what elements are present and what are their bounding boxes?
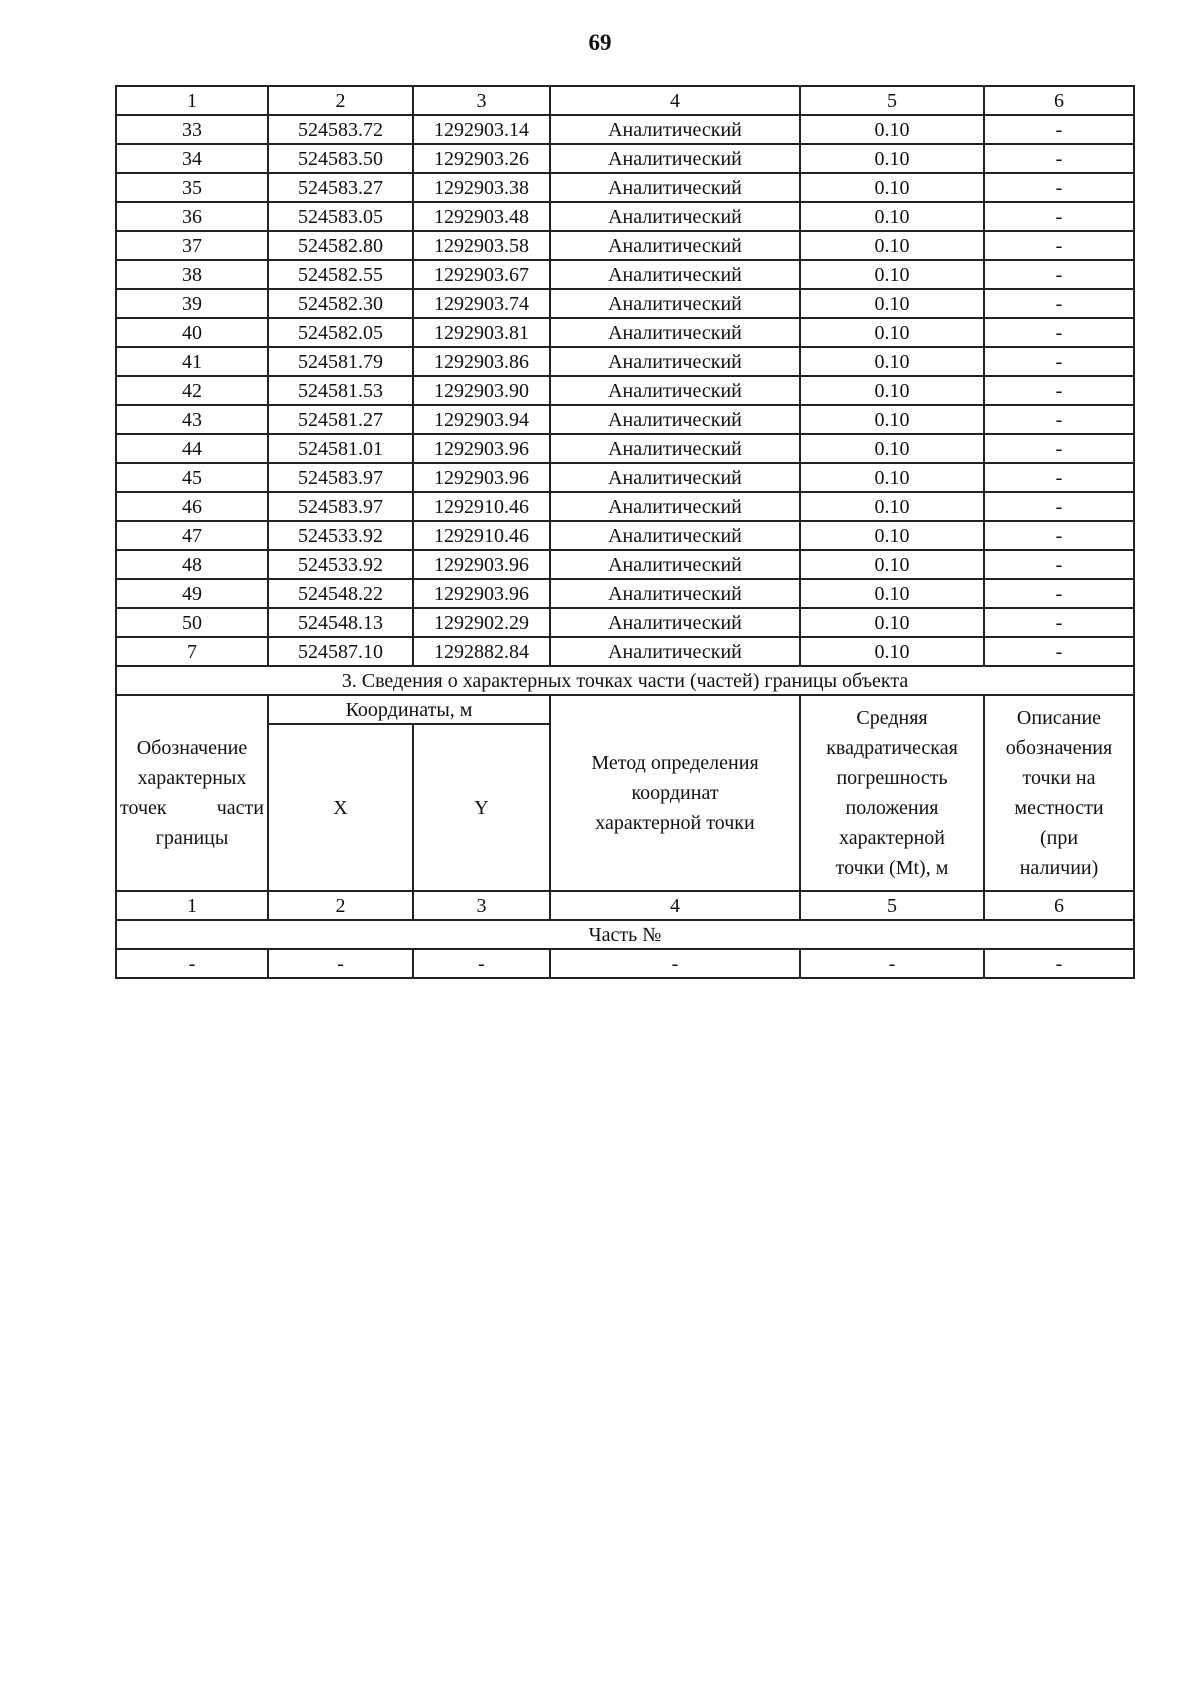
method-cell: Аналитический — [550, 318, 800, 347]
x-coordinate-cell: 524582.30 — [268, 289, 413, 318]
empty-cell: - — [800, 949, 984, 978]
description-cell: - — [984, 608, 1134, 637]
error-cell: 0.10 — [800, 579, 984, 608]
method-cell: Аналитический — [550, 579, 800, 608]
x-coordinate-cell: 524587.10 — [268, 637, 413, 666]
x-coordinate-cell: 524548.13 — [268, 608, 413, 637]
y-coordinate-cell: 1292902.29 — [413, 608, 550, 637]
description-cell: - — [984, 144, 1134, 173]
header-line: (при — [1039, 827, 1079, 849]
method-cell: Аналитический — [550, 347, 800, 376]
description-cell: - — [984, 173, 1134, 202]
header-line: точки (Mt), м — [835, 857, 949, 879]
y-coordinate-cell: 1292882.84 — [413, 637, 550, 666]
point-number-cell: 43 — [116, 405, 268, 434]
y-coordinate-cell: 1292903.86 — [413, 347, 550, 376]
section3-column-number-row — [116, 891, 1134, 920]
part-label-row — [116, 920, 1134, 949]
point-number-cell: 37 — [116, 231, 268, 260]
page-number: 69 — [588, 30, 612, 55]
header-x: X — [268, 724, 413, 891]
header-line: обозначения — [1005, 737, 1113, 759]
error-cell: 0.10 — [800, 231, 984, 260]
x-coordinate-cell: 524581.01 — [268, 434, 413, 463]
x-coordinate-cell: 524583.97 — [268, 463, 413, 492]
method-cell: Аналитический — [550, 405, 800, 434]
x-coordinate-cell: 524582.55 — [268, 260, 413, 289]
header-line: местности — [1014, 797, 1104, 819]
point-number-cell: 39 — [116, 289, 268, 318]
header-line: квадратическая — [826, 737, 958, 759]
method-cell: Аналитический — [550, 231, 800, 260]
section3-title: 3. Сведения о характерных точках части (частей) границы объекта — [116, 666, 1134, 695]
x-coordinate-cell: 524581.27 — [268, 405, 413, 434]
x-coordinate-cell: 524583.27 — [268, 173, 413, 202]
error-cell: 0.10 — [800, 608, 984, 637]
error-cell: 0.10 — [800, 405, 984, 434]
method-cell: Аналитический — [550, 173, 800, 202]
y-coordinate-cell: 1292903.67 — [413, 260, 550, 289]
table-row — [116, 521, 1134, 550]
header-point-description — [984, 695, 1134, 891]
header-point-designation — [116, 695, 268, 891]
header-line: характерной — [839, 827, 945, 849]
header-mean-square-error — [800, 695, 984, 891]
description-cell: - — [984, 318, 1134, 347]
table-row — [116, 347, 1134, 376]
table-row — [116, 550, 1134, 579]
table-row — [116, 637, 1134, 666]
error-cell: 0.10 — [800, 289, 984, 318]
x-coordinate-cell: 524533.92 — [268, 550, 413, 579]
header-line: погрешность — [836, 767, 948, 789]
table-row — [116, 202, 1134, 231]
coordinates-table-body — [116, 86, 1134, 666]
x-coordinate-cell: 524582.80 — [268, 231, 413, 260]
point-number-cell: 42 — [116, 376, 268, 405]
y-coordinate-cell: 1292903.26 — [413, 144, 550, 173]
description-cell: - — [984, 463, 1134, 492]
header-line: Обозначение — [136, 737, 248, 759]
description-cell: - — [984, 405, 1134, 434]
column-number: 5 — [800, 891, 984, 920]
header-line: наличии) — [1019, 857, 1099, 879]
method-cell: Аналитический — [550, 521, 800, 550]
header-line: Средняя — [856, 707, 928, 729]
column-number-row — [116, 86, 1134, 115]
x-coordinate-cell: 524581.53 — [268, 376, 413, 405]
table-row — [116, 318, 1134, 347]
table-row — [116, 434, 1134, 463]
x-coordinate-cell: 524583.50 — [268, 144, 413, 173]
y-coordinate-cell: 1292903.96 — [413, 579, 550, 608]
part-label: Часть № — [116, 920, 1134, 949]
column-number: 6 — [984, 891, 1134, 920]
header-line: точек части — [120, 797, 264, 819]
column-number: 4 — [550, 891, 800, 920]
section3-title-row — [116, 666, 1134, 695]
y-coordinate-cell: 1292903.96 — [413, 463, 550, 492]
header-line: точки на — [1022, 767, 1096, 789]
point-number-cell: 33 — [116, 115, 268, 144]
error-cell: 0.10 — [800, 144, 984, 173]
point-number-cell: 45 — [116, 463, 268, 492]
description-cell: - — [984, 579, 1134, 608]
x-coordinate-cell: 524581.79 — [268, 347, 413, 376]
x-coordinate-cell: 524583.97 — [268, 492, 413, 521]
description-cell: - — [984, 521, 1134, 550]
method-cell: Аналитический — [550, 289, 800, 318]
description-cell: - — [984, 376, 1134, 405]
empty-cell: - — [984, 949, 1134, 978]
method-cell: Аналитический — [550, 144, 800, 173]
header-line: характерной точки — [595, 812, 755, 834]
y-coordinate-cell: 1292910.46 — [413, 492, 550, 521]
point-number-cell: 38 — [116, 260, 268, 289]
x-coordinate-cell: 524582.05 — [268, 318, 413, 347]
table-row — [116, 405, 1134, 434]
method-cell: Аналитический — [550, 115, 800, 144]
error-cell: 0.10 — [800, 318, 984, 347]
coordinates-table — [115, 85, 1135, 979]
error-cell: 0.10 — [800, 492, 984, 521]
error-cell: 0.10 — [800, 347, 984, 376]
column-number: 1 — [116, 891, 268, 920]
point-number-cell: 47 — [116, 521, 268, 550]
header-line: границы — [155, 827, 229, 849]
table-row — [116, 260, 1134, 289]
error-cell: 0.10 — [800, 115, 984, 144]
header-y: Y — [413, 724, 550, 891]
description-cell: - — [984, 260, 1134, 289]
table-row — [116, 376, 1134, 405]
y-coordinate-cell: 1292903.90 — [413, 376, 550, 405]
table-row — [116, 144, 1134, 173]
empty-cell: - — [116, 949, 268, 978]
error-cell: 0.10 — [800, 463, 984, 492]
method-cell: Аналитический — [550, 608, 800, 637]
y-coordinate-cell: 1292903.96 — [413, 434, 550, 463]
point-number-cell: 48 — [116, 550, 268, 579]
header-line: характерных — [137, 767, 247, 789]
y-coordinate-cell: 1292903.81 — [413, 318, 550, 347]
section3-header-row — [116, 695, 1134, 724]
method-cell: Аналитический — [550, 550, 800, 579]
header-line: положения — [845, 797, 939, 819]
error-cell: 0.10 — [800, 434, 984, 463]
table-row — [116, 231, 1134, 260]
y-coordinate-cell: 1292910.46 — [413, 521, 550, 550]
table-row — [116, 115, 1134, 144]
table-row — [116, 289, 1134, 318]
column-number: 3 — [413, 86, 550, 115]
point-number-cell: 34 — [116, 144, 268, 173]
y-coordinate-cell: 1292903.38 — [413, 173, 550, 202]
error-cell: 0.10 — [800, 637, 984, 666]
header-line: Метод определения — [591, 752, 759, 774]
method-cell: Аналитический — [550, 492, 800, 521]
description-cell: - — [984, 637, 1134, 666]
x-coordinate-cell: 524533.92 — [268, 521, 413, 550]
column-number: 6 — [984, 86, 1134, 115]
point-number-cell: 35 — [116, 173, 268, 202]
description-cell: - — [984, 115, 1134, 144]
error-cell: 0.10 — [800, 173, 984, 202]
point-number-cell: 49 — [116, 579, 268, 608]
y-coordinate-cell: 1292903.48 — [413, 202, 550, 231]
y-coordinate-cell: 1292903.14 — [413, 115, 550, 144]
point-number-cell: 46 — [116, 492, 268, 521]
table-row — [116, 173, 1134, 202]
section3-block — [116, 666, 1134, 978]
error-cell: 0.10 — [800, 376, 984, 405]
column-number: 3 — [413, 891, 550, 920]
description-cell: - — [984, 202, 1134, 231]
description-cell: - — [984, 231, 1134, 260]
column-number: 1 — [116, 86, 268, 115]
x-coordinate-cell: 524583.05 — [268, 202, 413, 231]
y-coordinate-cell: 1292903.96 — [413, 550, 550, 579]
column-number: 2 — [268, 86, 413, 115]
header-method — [550, 695, 800, 891]
point-number-cell: 50 — [116, 608, 268, 637]
header-line: координат — [631, 782, 719, 804]
method-cell: Аналитический — [550, 202, 800, 231]
error-cell: 0.10 — [800, 521, 984, 550]
table-row — [116, 492, 1134, 521]
empty-cell: - — [550, 949, 800, 978]
y-coordinate-cell: 1292903.94 — [413, 405, 550, 434]
description-cell: - — [984, 289, 1134, 318]
point-number-cell: 41 — [116, 347, 268, 376]
header-line: Описание — [1016, 707, 1102, 729]
method-cell: Аналитический — [550, 637, 800, 666]
point-number-cell: 40 — [116, 318, 268, 347]
empty-cell: - — [413, 949, 550, 978]
table-row — [116, 579, 1134, 608]
column-number: 2 — [268, 891, 413, 920]
point-number-cell: 7 — [116, 637, 268, 666]
description-cell: - — [984, 550, 1134, 579]
table-row — [116, 608, 1134, 637]
point-number-cell: 44 — [116, 434, 268, 463]
error-cell: 0.10 — [800, 550, 984, 579]
column-number: 5 — [800, 86, 984, 115]
method-cell: Аналитический — [550, 463, 800, 492]
table-row — [116, 463, 1134, 492]
header-coordinates: Координаты, м — [268, 695, 550, 724]
method-cell: Аналитический — [550, 434, 800, 463]
point-number-cell: 36 — [116, 202, 268, 231]
part-empty-row — [116, 949, 1134, 978]
description-cell: - — [984, 434, 1134, 463]
error-cell: 0.10 — [800, 260, 984, 289]
description-cell: - — [984, 492, 1134, 521]
error-cell: 0.10 — [800, 202, 984, 231]
method-cell: Аналитический — [550, 376, 800, 405]
column-number: 4 — [550, 86, 800, 115]
x-coordinate-cell: 524583.72 — [268, 115, 413, 144]
method-cell: Аналитический — [550, 260, 800, 289]
description-cell: - — [984, 347, 1134, 376]
y-coordinate-cell: 1292903.74 — [413, 289, 550, 318]
x-coordinate-cell: 524548.22 — [268, 579, 413, 608]
empty-cell: - — [268, 949, 413, 978]
y-coordinate-cell: 1292903.58 — [413, 231, 550, 260]
